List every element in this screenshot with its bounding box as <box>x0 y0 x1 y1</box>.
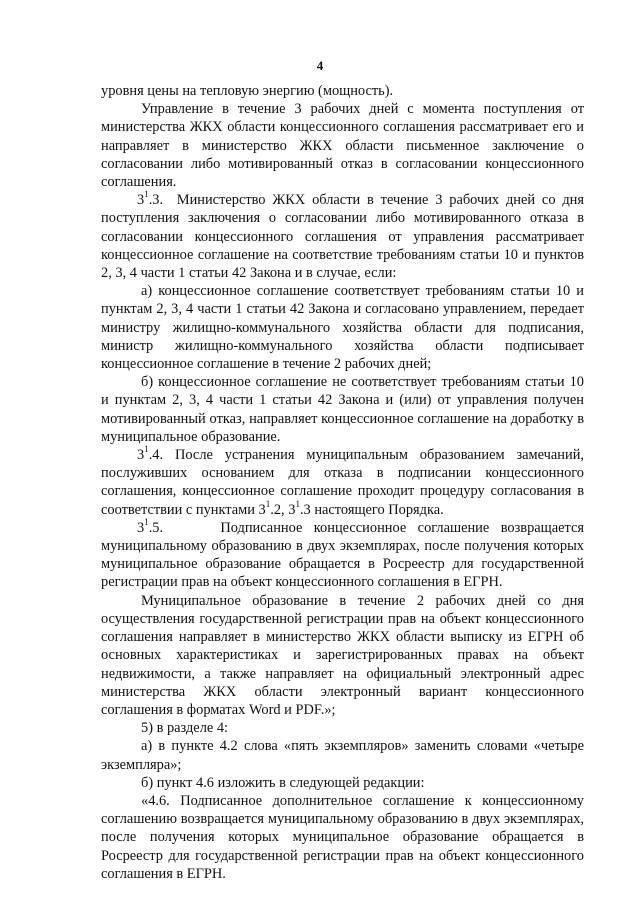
paragraph-item-5a: а) в пункте 4.2 слова «пять экземпляров» заменить словами «четыре экземпляра»; <box>101 738 584 773</box>
paragraph-4-6: «4.6. Подписанное дополнительное соглашение к концессионному соглашению возвращается муниципальному образованию в двух экземплярах, после получения которых муниципальное образование обращается в Росреестр для государственной регистрации прав на объект концессионного соглашения в ЕГРН. <box>101 792 584 882</box>
paragraph-municipal-registration: Муниципальное образование в течение 2 рабочих дней со дня осуществления государственной регистрации прав на объект концессионного соглашения направляет в министерство ЖКХ области выписку из ЕГРН об основных характеристиках и зарегистрированных правах на объект недвижимости, а также направляет на официальный электронный адрес министерства ЖКХ области электронный вариант концессионного соглашения в форматах Word и PDF.»; <box>101 592 584 718</box>
clause-number: $3^1.4$. <box>137 444 164 464</box>
paragraph-continuation: уровня цены на тепловую энергию (мощность). <box>101 83 394 99</box>
paragraph-item-a: а) концессионное соглашение соответствует требованиям статьи 10 и пунктам 2, 3, 4 части 1 статьи 42 Закона и согласовано управлением, передает министру жилищно-коммунального хозяйства области для подписания, министр жилищно-коммунального хозяйства области подписывает концессионное соглашение в течение 2 рабочих дней; <box>101 283 584 373</box>
clause-number: $3^1.5$. <box>137 517 164 536</box>
paragraph-item-5: 5) в разделе 4: <box>141 720 229 737</box>
document-body <box>101 82 584 883</box>
paragraph-3-1-4 <box>101 446 584 519</box>
paragraph-3-1-5 <box>101 519 584 592</box>
clause-text: После устранения муниципальным образованием замечаний, послуживших основанием для отказа в подписании концессионного соглашения, концессионное соглашение проходит процедуру согласования в соответствии с пунктами $3^1.2$, $3^1.3$ настоящего Порядка. <box>101 447 584 518</box>
paragraph-item-b: б) концессионное соглашение не соответствует требованиям статьи 10 и пунктам 2, 3, 4 части 1 статьи 42 Закона и (или) от управления получен мотивированный отказ, направляет концессионное соглашение на доработку в муниципальное образование. <box>101 374 584 445</box>
clause-text: Подписанное концессионное соглашение возвращается муниципальному образованию в двух экземплярах, после получения которых муниципальное образование обращается в Росреестр для государственной регистрации прав на объект концессионного соглашения в ЕГРН. <box>101 519 584 591</box>
paragraph-item-5b: б) пункт 4.6 изложить в следующей редакции: <box>141 774 425 791</box>
paragraph-management-review: Управление в течение 3 рабочих дней с момента поступления от министерства ЖКХ области концессионного соглашения рассматривает его и направляет в министерство ЖКХ области письменное заключение о согласовании либо мотивированный отказ в согласовании концессионного соглашения. <box>101 101 584 191</box>
clause-text: Министерство ЖКХ области в течение 3 рабочих дней со дня поступления заключения о согласовании либо мотивированного отказа в согласовании концессионного соглашения от управления рассматривает концессионное соглашение на соответствие требованиям статьи 10 и пунктов 2, 3, 4 части 1 статьи 42 Закона и в случае, если: <box>101 192 584 282</box>
paragraph-3-1-3 <box>101 191 584 282</box>
clause-number: $3^1.3$. <box>137 189 164 209</box>
page-number: 4 <box>316 58 324 73</box>
